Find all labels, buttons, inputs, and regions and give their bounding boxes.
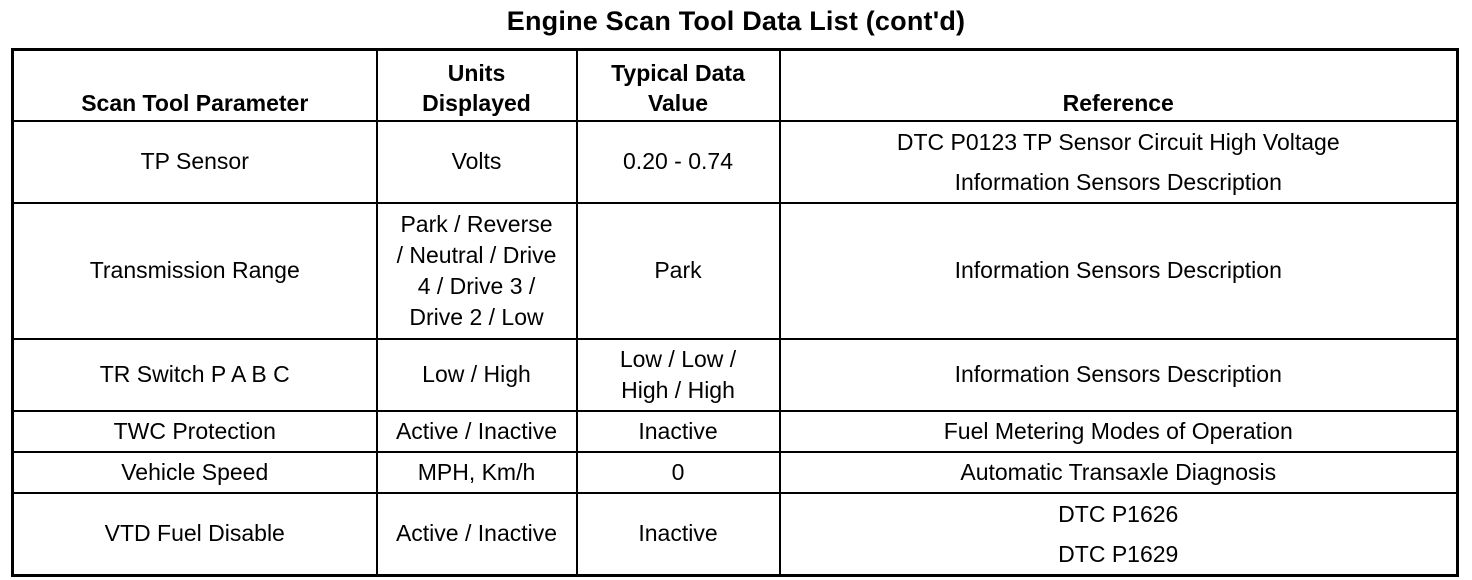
parameter-cell: Transmission Range bbox=[13, 203, 377, 339]
typical-value-cell: 0.20 - 0.74 bbox=[577, 121, 780, 203]
scan-tool-data-table bbox=[11, 48, 1459, 577]
typical-value-cell: Inactive bbox=[577, 411, 780, 452]
parameter-cell: Vehicle Speed bbox=[13, 452, 377, 493]
reference-cell: DTC P0123 TP Sensor Circuit High Voltage Information Sensors Description bbox=[780, 121, 1458, 203]
reference-cell: DTC P1626 DTC P1629 bbox=[780, 493, 1458, 576]
units-cell: MPH, Km/h bbox=[377, 452, 577, 493]
table-row bbox=[13, 203, 1458, 339]
units-cell: Volts bbox=[377, 121, 577, 203]
typical-value-cell: 0 bbox=[577, 452, 780, 493]
table-row bbox=[13, 339, 1458, 411]
typical-value-cell: Low / Low / High / High bbox=[577, 339, 780, 411]
typical-value-cell: Inactive bbox=[577, 493, 780, 576]
header-scan-tool-parameter: Scan Tool Parameter bbox=[13, 50, 377, 121]
header-typical-data-value: Typical Data Value bbox=[577, 50, 780, 121]
parameter-cell: TR Switch P A B C bbox=[13, 339, 377, 411]
units-cell: Active / Inactive bbox=[377, 411, 577, 452]
page-title: Engine Scan Tool Data List (cont'd) bbox=[506, 6, 966, 36]
units-cell: Low / High bbox=[377, 339, 577, 411]
table-row bbox=[13, 121, 1458, 203]
parameter-cell: TP Sensor bbox=[13, 121, 377, 203]
table-header-row bbox=[13, 50, 1458, 121]
reference-cell: Automatic Transaxle Diagnosis bbox=[780, 452, 1458, 493]
parameter-cell: TWC Protection bbox=[13, 411, 377, 452]
units-cell: Park / Reverse / Neutral / Drive 4 / Drive 3 / Drive 2 / Low bbox=[377, 203, 577, 339]
header-reference: Reference bbox=[780, 50, 1458, 121]
table-row bbox=[13, 493, 1458, 576]
reference-cell: Fuel Metering Modes of Operation bbox=[780, 411, 1458, 452]
table-row bbox=[13, 411, 1458, 452]
header-units-displayed: Units Displayed bbox=[377, 50, 577, 121]
reference-cell: Information Sensors Description bbox=[780, 203, 1458, 339]
table-row bbox=[13, 452, 1458, 493]
reference-cell: Information Sensors Description bbox=[780, 339, 1458, 411]
typical-value-cell: Park bbox=[577, 203, 780, 339]
parameter-cell: VTD Fuel Disable bbox=[13, 493, 377, 576]
units-cell: Active / Inactive bbox=[377, 493, 577, 576]
